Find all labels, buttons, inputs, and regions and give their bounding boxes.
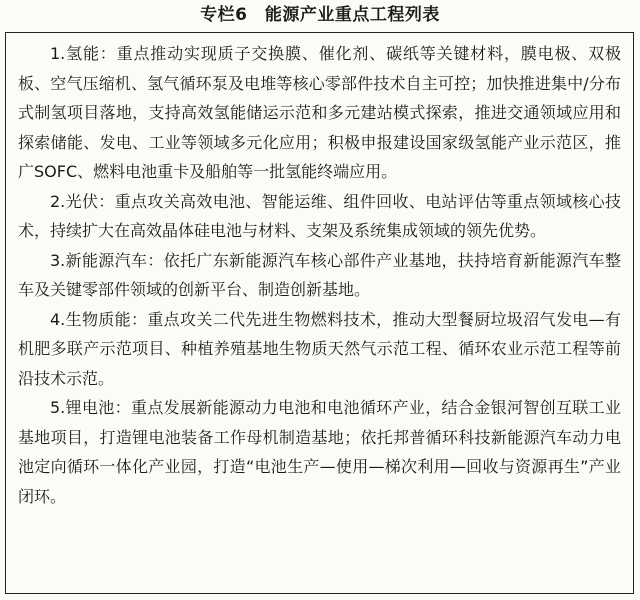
column-title: 专栏6 能源产业重点工程列表 [200, 5, 440, 25]
paragraph-biomass: 4.生物质能：重点攻关二代先进生物燃料技术，推动大型餐厨垃圾沼气发电—有机肥多联产示范项目、种植养殖基地生物质天然气示范工程、循环农业示范工程等前沿技术示范。 [18, 309, 621, 388]
content-box [5, 32, 634, 594]
paragraph-new-energy-vehicles: 3.新能源汽车：依托广东新能源汽车核心部件产业基地，扶持培育新能源汽车整车及关键零部件领域的创新平台、制造创新基地。 [18, 250, 621, 299]
paragraph-photovoltaic: 2.光伏：重点攻关高效电池、智能运维、组件回收、电站评估等重点领域核心技术，持续扩大在高效晶体硅电池与材料、支架及系统集成领域的领先优势。 [18, 191, 621, 240]
paragraph-lithium-battery: 5.锂电池：重点发展新能源动力电池和电池循环产业，结合金银河智创互联工业基地项目，打造锂电池装备工作母机制造基地；依托邦普循环科技新能源汽车动力电池定向循环一体化产业园，打造“电池生产—使用—梯次利用—回收与资源再生”产业闭环。 [18, 398, 621, 506]
paragraph-hydrogen: 1.氢能：重点推动实现质子交换膜、催化剂、碳纸等关键材料，膜电极、双极板、空气压缩机、氢气循环泵及电堆等核心零部件技术自主可控；加快推进集中/分布式制氢项目落地，支持高效氢能储运示范和多元建站模式探索，推进交通领域应用和探索储能、发电、工业等领域多元化应用；积极申报建设国家级氢能产业示范区，推广SOFC、燃料电池重卡及船舶等一批氢能终端应用。 [18, 44, 621, 181]
